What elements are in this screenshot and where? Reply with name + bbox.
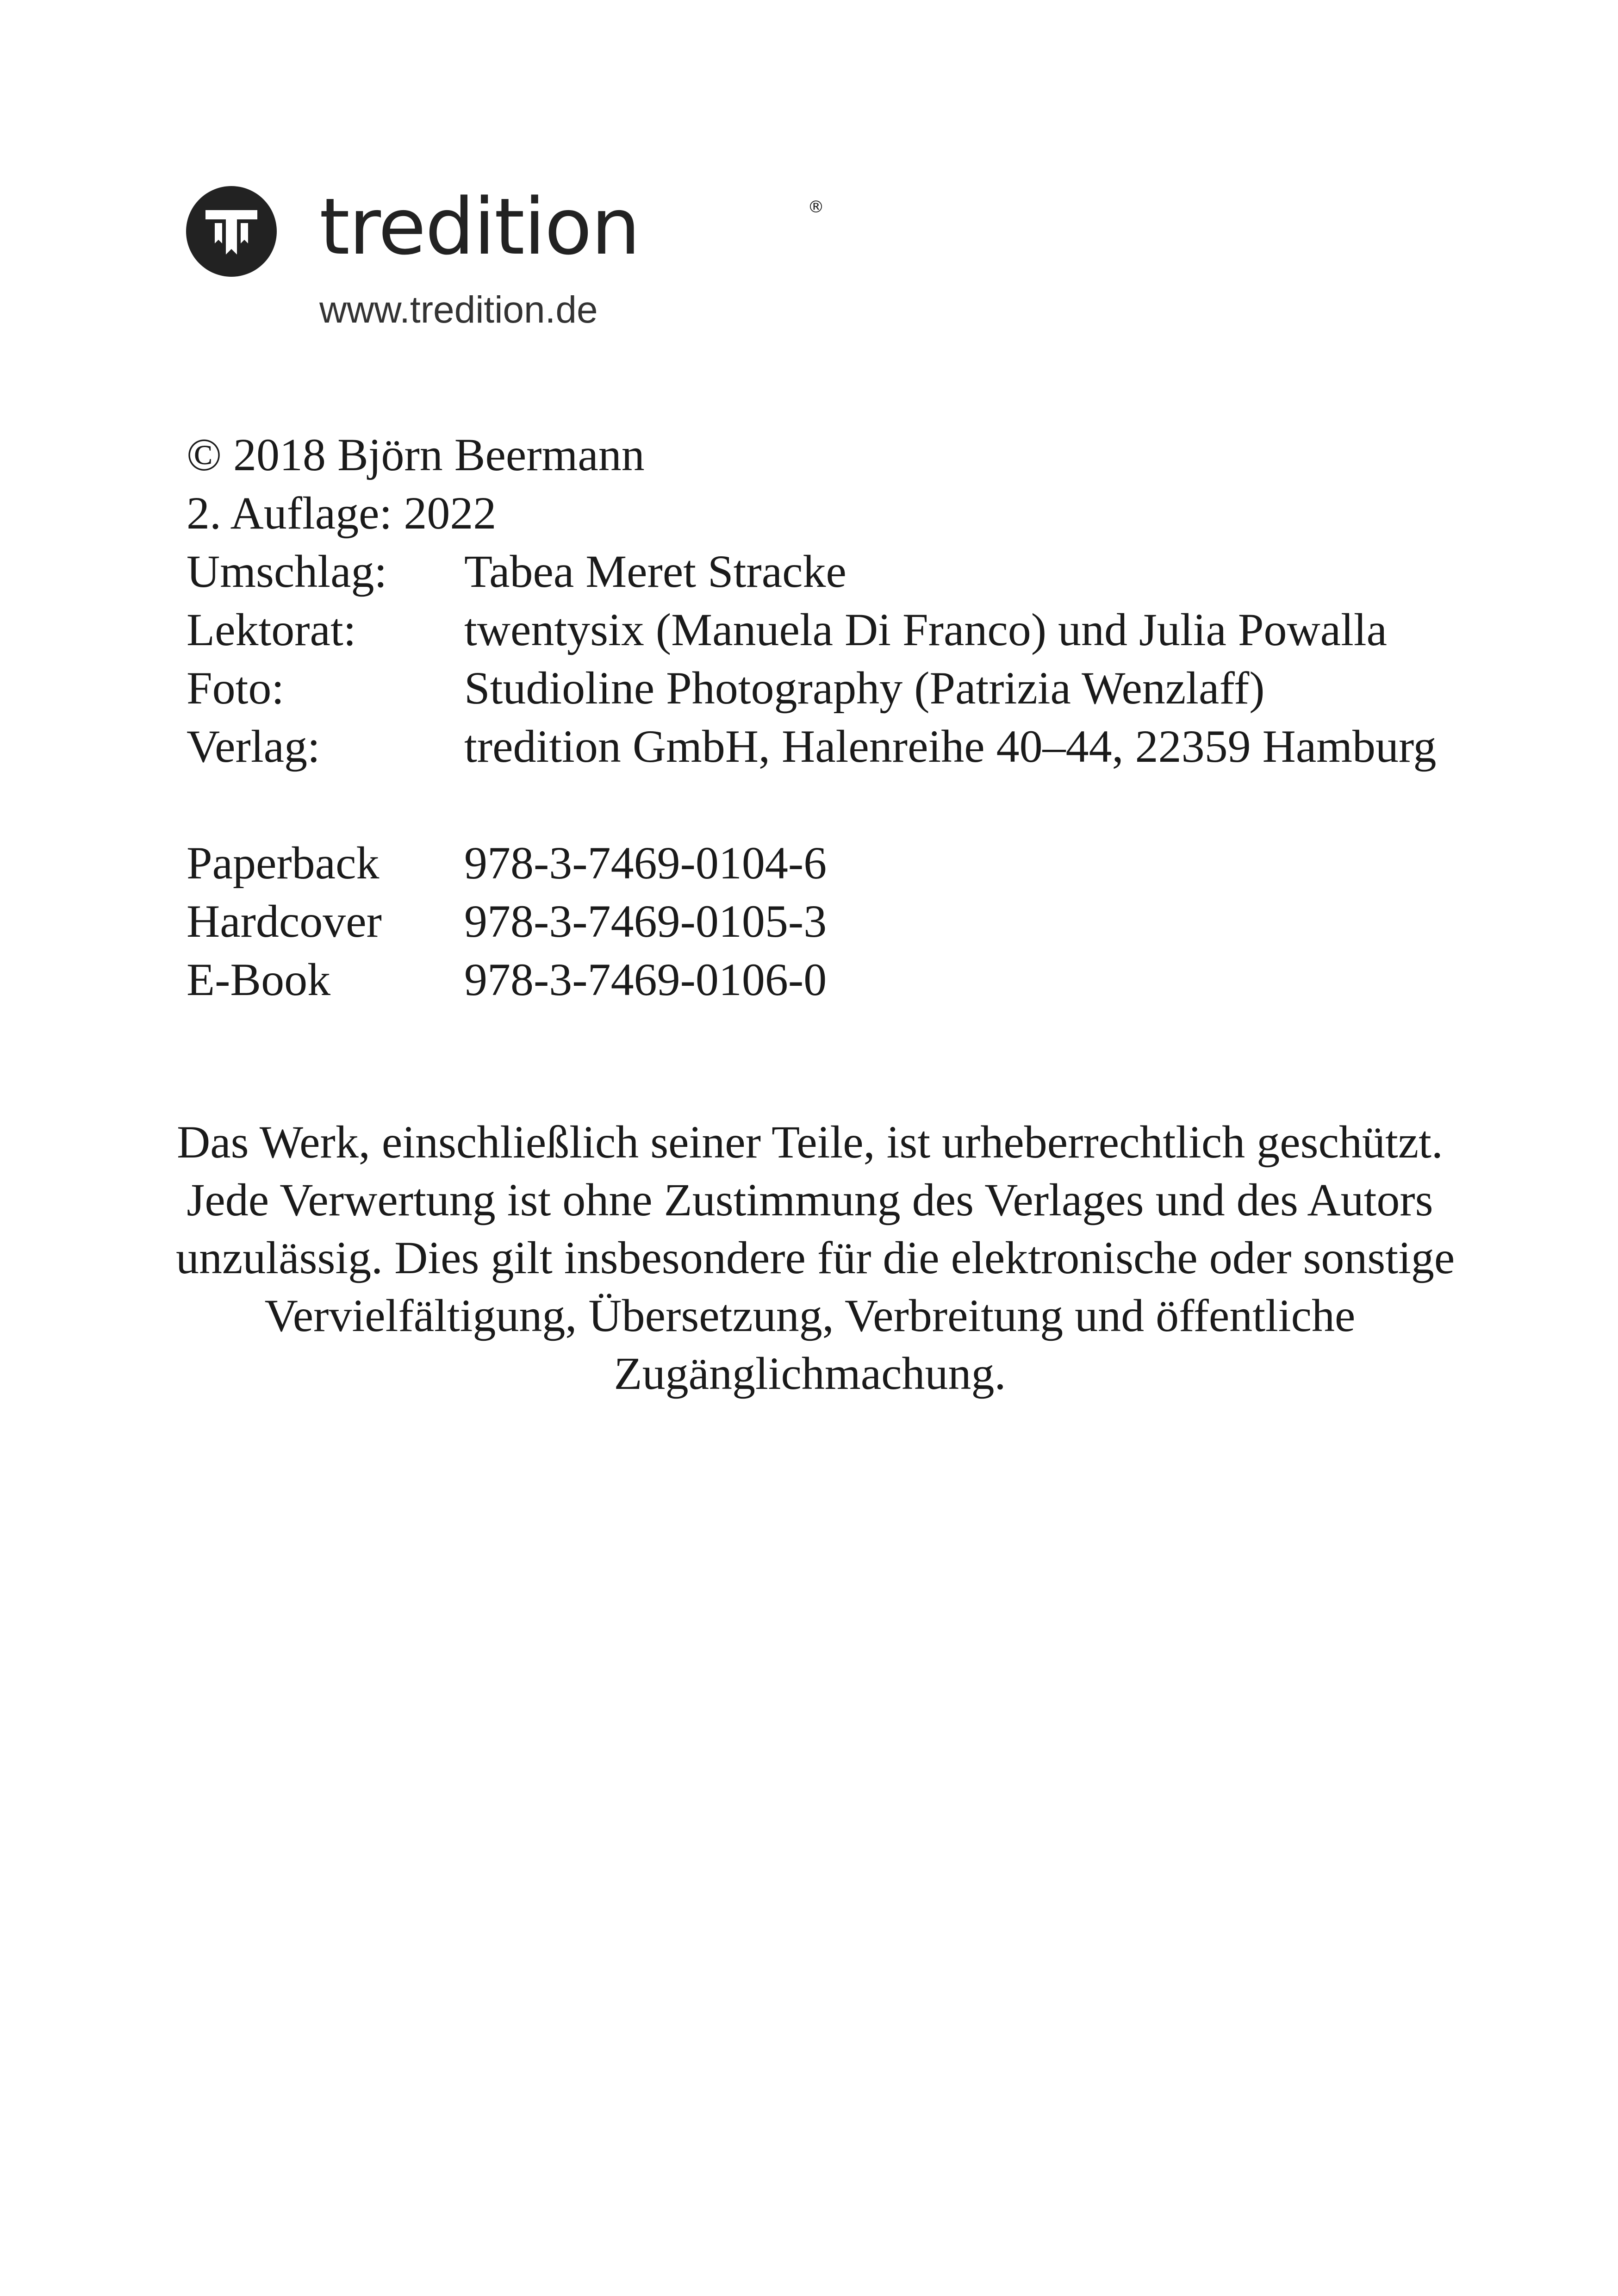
registered-mark: ® [808,198,824,217]
credit-row-editing [187,601,1437,659]
publisher-url: www.tredition.de [319,289,598,331]
copyright-line: © 2018 Björn Beermann [187,429,645,480]
notice-line: Vervielfältigung, Übersetzung, Verbreitung und öffentliche [264,1290,1356,1341]
notice-line: Zugänglichmachung. [614,1348,1006,1399]
tredition-logo-mark-icon [185,185,278,278]
credit-value: twentysix (Manuela Di Franco) und Julia Powalla [464,604,1388,655]
isbn-row-paperback [187,834,1437,892]
imprint-block [187,426,1437,1009]
credit-label: Lektorat: [187,604,356,655]
copyright-notice [176,1113,1455,1402]
credit-row-photo [187,659,1437,717]
credit-value: tredition GmbH, Halenreihe 40–44, 22359 Hamburg [464,721,1437,772]
isbn-label: E-Book [187,954,331,1005]
isbn-row-hardcover [187,892,1437,951]
publisher-logo [185,181,824,333]
credit-label: Verlag: [187,721,320,772]
credit-value: Studioline Photography (Patrizia Wenzlaff) [464,662,1265,714]
isbn-label: Paperback [187,837,380,889]
credit-row-cover [187,542,1437,601]
isbn-value: 978-3-7469-0104-6 [464,837,827,889]
logo-wordmark: tredition [319,181,640,272]
isbn-value: 978-3-7469-0106-0 [464,954,827,1005]
credit-value: Tabea Meret Stracke [464,546,846,597]
credit-label: Foto: [187,662,285,714]
notice-line: Das Werk, einschließlich seiner Teile, ist urheberrechtlich geschützt. [177,1116,1443,1168]
section-spacer [187,776,1437,834]
edition-line: 2. Auflage: 2022 [187,487,497,539]
isbn-value: 978-3-7469-0105-3 [464,896,827,947]
notice-line: unzulässig. Dies gilt insbesondere für die elektronische oder sonstige [176,1232,1455,1283]
isbn-label: Hardcover [187,896,382,947]
credit-label: Umschlag: [187,546,387,597]
credit-row-publisher [187,717,1437,776]
notice-line: Jede Verwertung ist ohne Zustimmung des Verlages und des Autors [187,1174,1433,1226]
isbn-row-ebook [187,951,1437,1009]
